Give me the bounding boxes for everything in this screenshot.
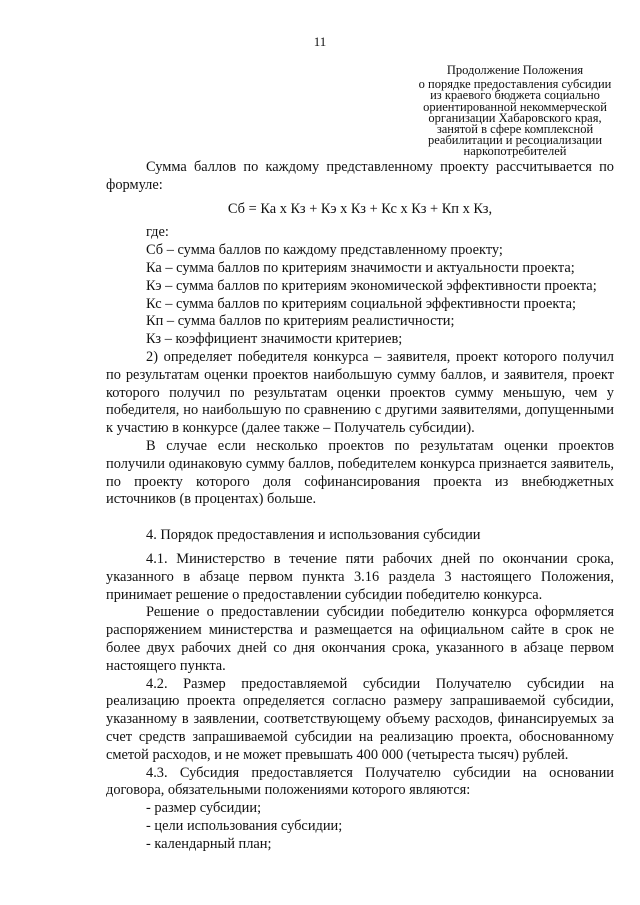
list-item: - календарный план;	[146, 835, 272, 852]
winner-paragraph: 2) определяет победителя конкурса – заявителя, проект которого получил по результатам оценки проектов наибольшую сумму баллов, и заявителя, проект которого получил по результатам оценки проектов сумму меньшую, чем у победителя, но наибольшую по сравнению с другими заявителями, допущенными к участию в конкурсе (далее также – Получатель субсидии).	[106, 348, 614, 437]
paragraph-4-2: 4.2. Размер предоставляемой субсидии Получателю субсидии на реализацию проекта определяется согласно размеру запрашиваемой субсидии, указанному в заявлении, соответствующему объему расходов, финансируемых за счет средств запрашиваемой субсидии на реализацию проекта, обоснованному сметой расходов, и не может превышать 400 000 (четыреста тысяч) рублей.	[106, 675, 614, 763]
paragraph-4-3: 4.3. Субсидия предоставляется Получателю субсидии на основании договора, обязательными положениями которого являются:	[106, 764, 614, 799]
document-body	[106, 159, 614, 853]
definition-line: Сб – сумма баллов по каждому представленному проекту;	[146, 242, 503, 259]
list-item: - цели использования субсидии;	[146, 817, 343, 834]
definition-line: Кс – сумма баллов по критериям социальной эффективности проекта;	[146, 295, 576, 312]
header-line: из краевого бюджета социально	[430, 88, 600, 103]
intro-paragraph: Сумма баллов по каждому представленному проекту рассчитывается по формуле:	[106, 159, 614, 193]
definition-line: Ка – сумма баллов по критериям значимости и актуальности проекта;	[146, 259, 575, 276]
page-number: 11	[313, 34, 327, 49]
header-line: организации Хабаровского края,	[428, 110, 602, 125]
header-title: Продолжение Положения	[446, 63, 584, 77]
list-item: - размер субсидии;	[146, 800, 262, 817]
header-line: ориентированной некоммерческой	[423, 99, 607, 114]
header-line: наркопотребителей	[463, 144, 567, 159]
decision-paragraph: Решение о предоставлении субсидии победителю конкурса оформляется распоряжением министерства и размещается на официальном сайте в срок не более двух рабочих дней со дня окончания срока, указанного в абзаце первом настоящего пункта.	[106, 604, 614, 674]
paragraph-4-1: 4.1. Министерство в течение пяти рабочих дней по окончании срока, указанного в абзаце первом пункта 3.16 раздела 3 настоящего Положения, принимает решение о предоставлении субсидии победителю конкурса.	[106, 550, 614, 603]
formula: Сб = Ка х Кз + Кэ х Кз + Кс х Кз + Кп х Кз,	[227, 200, 493, 217]
header-line: занятой в сфере комплексной	[436, 122, 594, 137]
definition-line: Кэ – сумма баллов по критериям экономической эффективности проекта;	[146, 277, 597, 294]
where-label: где:	[146, 224, 169, 241]
header-line: о порядке предоставления субсидии	[418, 77, 612, 92]
tie-paragraph: В случае если несколько проектов по результатам оценки проектов получили одинаковую сумму баллов, победителем конкурса признается заявитель, по проекту которого доля софинансирования проекта из внебюджетных источников (в процентах) больше.	[106, 437, 614, 508]
document-header	[404, 65, 626, 158]
definition-line: Кз – коэффициент значимости критериев;	[146, 331, 403, 348]
section-heading: 4. Порядок предоставления и использования субсидии	[146, 527, 481, 544]
header-line: реабилитации и ресоциализации	[427, 133, 603, 148]
definition-line: Кп – сумма баллов по критериям реалистичности;	[146, 313, 455, 330]
